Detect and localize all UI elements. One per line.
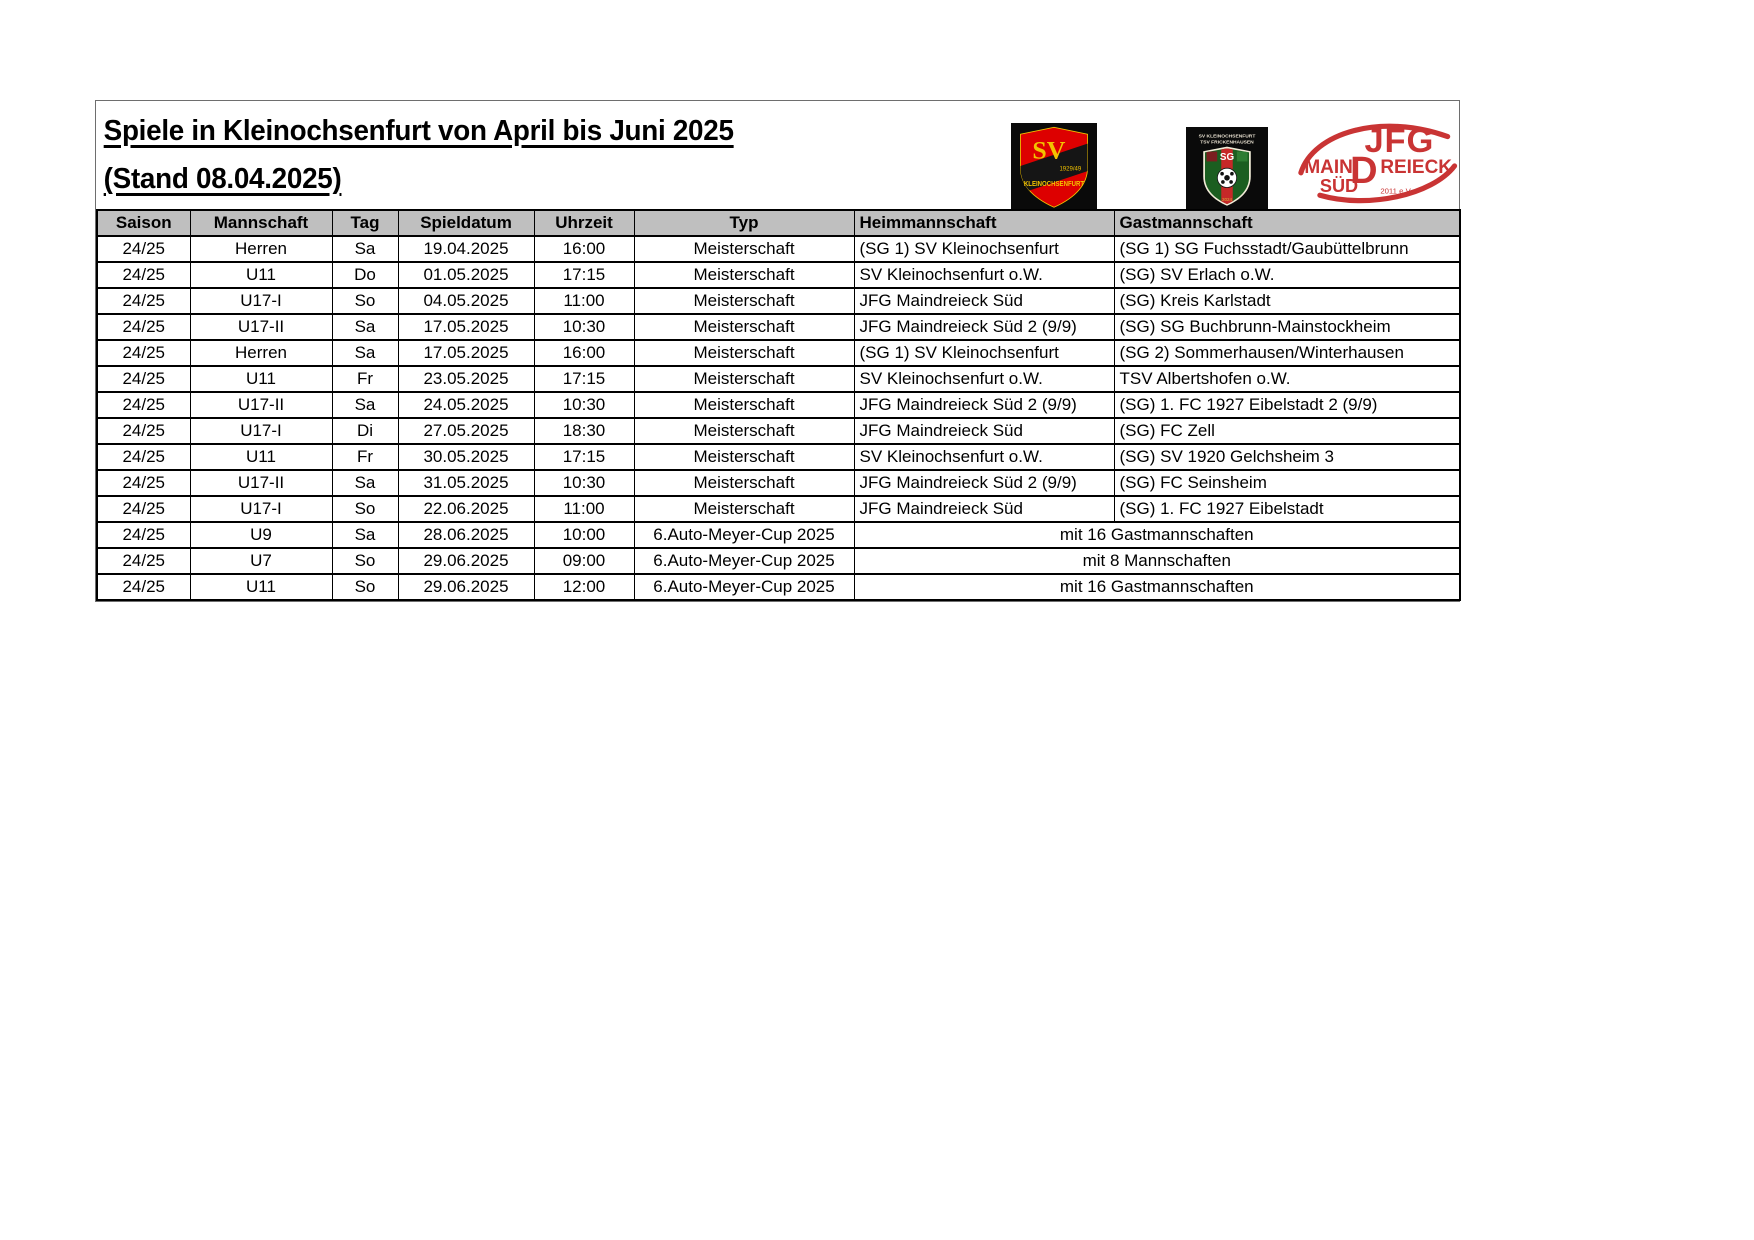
- cell-uhrzeit: 11:00: [534, 288, 634, 314]
- cell-heimmannschaft: JFG Maindreieck Süd: [854, 288, 1114, 314]
- cell-tag: Di: [332, 418, 398, 444]
- column-header-heimmannschaft: Heimmannschaft: [854, 210, 1114, 236]
- cell-typ: 6.Auto-Meyer-Cup 2025: [634, 522, 854, 548]
- cell-saison: 24/25: [97, 522, 190, 548]
- cell-gastmannschaft: (SG) 1. FC 1927 Eibelstadt: [1114, 496, 1460, 522]
- cell-heimmannschaft: (SG 1) SV Kleinochsenfurt: [854, 236, 1114, 262]
- jfg-reieck-text: REIECK: [1380, 156, 1452, 178]
- jfg-sued-text: SÜD: [1319, 175, 1359, 196]
- cell-uhrzeit: 10:30: [534, 392, 634, 418]
- column-header-spieldatum: Spieldatum: [398, 210, 534, 236]
- sg-spielgemeinschaft-logo: [1186, 127, 1268, 209]
- cell-heimmannschaft: (SG 1) SV Kleinochsenfurt: [854, 340, 1114, 366]
- cell-heimmannschaft: JFG Maindreieck Süd 2 (9/9): [854, 470, 1114, 496]
- cell-uhrzeit: 10:00: [534, 522, 634, 548]
- cell-gastmannschaft: (SG) FC Zell: [1114, 418, 1460, 444]
- sg-year-text: 2024: [1221, 196, 1233, 202]
- cell-uhrzeit: 11:00: [534, 496, 634, 522]
- cell-spieldatum: 29.06.2025: [398, 548, 534, 574]
- cell-spieldatum: 17.05.2025: [398, 340, 534, 366]
- cell-saison: 24/25: [97, 444, 190, 470]
- cell-spieldatum: 19.04.2025: [398, 236, 534, 262]
- cell-gastmannschaft: (SG) SG Buchbrunn-Mainstockheim: [1114, 314, 1460, 340]
- table-row: [97, 470, 1460, 496]
- cell-saison: 24/25: [97, 496, 190, 522]
- column-header-uhrzeit: Uhrzeit: [534, 210, 634, 236]
- cell-typ: Meisterschaft: [634, 418, 854, 444]
- cell-gastmannschaft: (SG) FC Seinsheim: [1114, 470, 1460, 496]
- table-row: [97, 262, 1460, 288]
- cell-tag: So: [332, 288, 398, 314]
- cell-spieldatum: 24.05.2025: [398, 392, 534, 418]
- cell-saison: 24/25: [97, 392, 190, 418]
- cell-typ: Meisterschaft: [634, 288, 854, 314]
- cell-uhrzeit: 17:15: [534, 262, 634, 288]
- cell-spieldatum: 04.05.2025: [398, 288, 534, 314]
- cell-gastmannschaft: (SG 2) Sommerhausen/Winterhausen: [1114, 340, 1460, 366]
- match-schedule-table: [96, 209, 1461, 601]
- page-title: Spiele in Kleinochsenfurt von April bis Juni 2025: [103, 115, 734, 147]
- cell-mannschaft: U11: [190, 262, 332, 288]
- cell-merged-note: mit 8 Mannschaften: [854, 548, 1460, 574]
- cell-heimmannschaft: SV Kleinochsenfurt o.W.: [854, 262, 1114, 288]
- cell-mannschaft: U11: [190, 574, 332, 600]
- table-row: [97, 314, 1460, 340]
- cell-gastmannschaft: (SG) SV Erlach o.W.: [1114, 262, 1460, 288]
- cell-typ: 6.Auto-Meyer-Cup 2025: [634, 574, 854, 600]
- cell-spieldatum: 27.05.2025: [398, 418, 534, 444]
- cell-uhrzeit: 09:00: [534, 548, 634, 574]
- cell-tag: Fr: [332, 444, 398, 470]
- cell-typ: Meisterschaft: [634, 470, 854, 496]
- cell-typ: Meisterschaft: [634, 496, 854, 522]
- cell-saison: 24/25: [97, 418, 190, 444]
- cell-heimmannschaft: SV Kleinochsenfurt o.W.: [854, 444, 1114, 470]
- sv-club-text: KLEINOCHSENFURT: [1023, 178, 1085, 188]
- table-row: [97, 236, 1460, 262]
- cell-typ: Meisterschaft: [634, 262, 854, 288]
- cell-spieldatum: 28.06.2025: [398, 522, 534, 548]
- cell-saison: 24/25: [97, 236, 190, 262]
- cell-heimmannschaft: JFG Maindreieck Süd: [854, 496, 1114, 522]
- cell-mannschaft: U7: [190, 548, 332, 574]
- cell-uhrzeit: 16:00: [534, 236, 634, 262]
- cell-gastmannschaft: (SG 1) SG Fuchsstadt/Gaubüttelbrunn: [1114, 236, 1460, 262]
- column-header-gastmannschaft: Gastmannschaft: [1114, 210, 1460, 236]
- cell-typ: 6.Auto-Meyer-Cup 2025: [634, 548, 854, 574]
- page-subtitle: (Stand 08.04.2025): [103, 163, 342, 195]
- table-row: [97, 522, 1460, 548]
- cell-heimmannschaft: JFG Maindreieck Süd 2 (9/9): [854, 314, 1114, 340]
- cell-spieldatum: 30.05.2025: [398, 444, 534, 470]
- cell-saison: 24/25: [97, 548, 190, 574]
- table-row: [97, 418, 1460, 444]
- cell-mannschaft: U9: [190, 522, 332, 548]
- column-header-mannschaft: Mannschaft: [190, 210, 332, 236]
- cell-gastmannschaft: (SG) Kreis Karlstadt: [1114, 288, 1460, 314]
- cell-typ: Meisterschaft: [634, 340, 854, 366]
- cell-mannschaft: U11: [190, 366, 332, 392]
- cell-saison: 24/25: [97, 574, 190, 600]
- table-row: [97, 366, 1460, 392]
- cell-mannschaft: U17-I: [190, 288, 332, 314]
- cell-tag: So: [332, 574, 398, 600]
- cell-tag: So: [332, 496, 398, 522]
- table-row: [97, 496, 1460, 522]
- cell-uhrzeit: 17:15: [534, 366, 634, 392]
- cell-spieldatum: 29.06.2025: [398, 574, 534, 600]
- table-header-row: [97, 210, 1460, 236]
- cell-uhrzeit: 10:30: [534, 314, 634, 340]
- cell-tag: Fr: [332, 366, 398, 392]
- cell-typ: Meisterschaft: [634, 314, 854, 340]
- cell-tag: Sa: [332, 314, 398, 340]
- cell-typ: Meisterschaft: [634, 444, 854, 470]
- jfg-main-text: MAIN: [1304, 156, 1353, 178]
- cell-gastmannschaft: (SG) 1. FC 1927 Eibelstadt 2 (9/9): [1114, 392, 1460, 418]
- sg-initials-text: SG: [1219, 151, 1235, 163]
- column-header-typ: Typ: [634, 210, 854, 236]
- cell-spieldatum: 17.05.2025: [398, 314, 534, 340]
- cell-heimmannschaft: JFG Maindreieck Süd 2 (9/9): [854, 392, 1114, 418]
- cell-gastmannschaft: (SG) SV 1920 Gelchsheim 3: [1114, 444, 1460, 470]
- cell-uhrzeit: 10:30: [534, 470, 634, 496]
- cell-uhrzeit: 12:00: [534, 574, 634, 600]
- table-row: [97, 340, 1460, 366]
- cell-heimmannschaft: SV Kleinochsenfurt o.W.: [854, 366, 1114, 392]
- cell-mannschaft: U17-II: [190, 470, 332, 496]
- cell-saison: 24/25: [97, 470, 190, 496]
- table-row: [97, 288, 1460, 314]
- table-row: [97, 392, 1460, 418]
- cell-uhrzeit: 16:00: [534, 340, 634, 366]
- cell-spieldatum: 23.05.2025: [398, 366, 534, 392]
- cell-mannschaft: U11: [190, 444, 332, 470]
- cell-spieldatum: 31.05.2025: [398, 470, 534, 496]
- cell-merged-note: mit 16 Gastmannschaften: [854, 522, 1460, 548]
- cell-saison: 24/25: [97, 366, 190, 392]
- cell-mannschaft: U17-I: [190, 496, 332, 522]
- jfg-text: JFG: [1364, 122, 1435, 161]
- title-block: [96, 101, 1459, 209]
- cell-mannschaft: Herren: [190, 236, 332, 262]
- cell-uhrzeit: 18:30: [534, 418, 634, 444]
- jfg-year-text: 2011 e.V.: [1380, 186, 1413, 196]
- cell-tag: Do: [332, 262, 398, 288]
- cell-saison: 24/25: [97, 314, 190, 340]
- cell-tag: Sa: [332, 470, 398, 496]
- sv-year-text: 1929/49: [1059, 166, 1082, 173]
- jfg-d-text: D: [1350, 150, 1378, 193]
- cell-saison: 24/25: [97, 262, 190, 288]
- cell-mannschaft: U17-II: [190, 392, 332, 418]
- cell-tag: So: [332, 548, 398, 574]
- cell-tag: Sa: [332, 522, 398, 548]
- cell-mannschaft: U17-II: [190, 314, 332, 340]
- document-sheet: [95, 100, 1460, 602]
- cell-spieldatum: 01.05.2025: [398, 262, 534, 288]
- cell-mannschaft: U17-I: [190, 418, 332, 444]
- table-row: [97, 548, 1460, 574]
- cell-tag: Sa: [332, 340, 398, 366]
- cell-saison: 24/25: [97, 288, 190, 314]
- sg-top-line1-text: SV KLEINOCHSENFURT: [1198, 134, 1256, 140]
- cell-saison: 24/25: [97, 340, 190, 366]
- cell-gastmannschaft: TSV Albertshofen o.W.: [1114, 366, 1460, 392]
- cell-typ: Meisterschaft: [634, 392, 854, 418]
- column-header-tag: Tag: [332, 210, 398, 236]
- cell-tag: Sa: [332, 392, 398, 418]
- sv-initials-text: SV: [1032, 135, 1066, 165]
- cell-typ: Meisterschaft: [634, 366, 854, 392]
- cell-typ: Meisterschaft: [634, 236, 854, 262]
- table-row: [97, 574, 1460, 600]
- table-row: [97, 444, 1460, 470]
- sg-top-line2-text: TSV FRICKENHAUSEN: [1200, 140, 1254, 146]
- jfg-maindreieck-sued-logo: [1294, 109, 1458, 209]
- column-header-saison: Saison: [97, 210, 190, 236]
- cell-uhrzeit: 17:15: [534, 444, 634, 470]
- sv-kleinochsenfurt-logo: [1011, 123, 1097, 209]
- cell-spieldatum: 22.06.2025: [398, 496, 534, 522]
- cell-mannschaft: Herren: [190, 340, 332, 366]
- cell-tag: Sa: [332, 236, 398, 262]
- cell-merged-note: mit 16 Gastmannschaften: [854, 574, 1460, 600]
- cell-heimmannschaft: JFG Maindreieck Süd: [854, 418, 1114, 444]
